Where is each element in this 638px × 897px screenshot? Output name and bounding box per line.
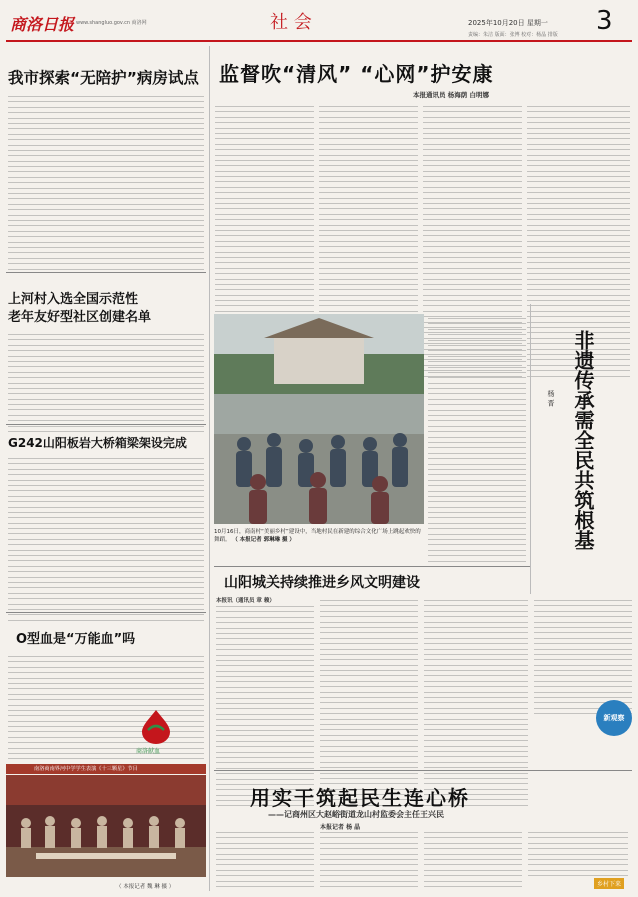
headline-shanghe-line2: 老年友好型社区创建名单: [8, 310, 152, 325]
body-text: [320, 832, 418, 891]
divider: [214, 566, 530, 567]
masthead-rule: [6, 40, 632, 42]
body-text: [428, 318, 526, 571]
body-text: [216, 832, 314, 891]
village-square-photo: [214, 314, 424, 524]
new-observation-badge: [596, 700, 632, 736]
main-headline: 监督吹“清风” “心网”护安康: [219, 62, 494, 86]
body-text: [8, 334, 204, 436]
paper-name: 商洛日报: [10, 15, 75, 34]
corner-tag: 乡村下来: [594, 878, 624, 889]
bottom-photo-title: 南洛商南界河中学学生表演《十三颗星》节目: [34, 766, 138, 772]
civil-headline: 山阳城关持续推进乡风文明建设: [224, 575, 420, 591]
caption-credit: （ 本报记者 郭琳琳 摄 ）: [232, 537, 295, 543]
divider: [214, 770, 632, 771]
bottom-byline: 本报记者 杨 晶: [320, 824, 361, 831]
headline-g242-bridge: G242山阳板岩大桥箱梁架设完成: [8, 436, 187, 450]
headline-no-escort-ward: 我市探索“无陪护”病房试点: [8, 69, 199, 87]
bottom-photo-caption: （ 本报记者 魏 琳 摄 ）: [116, 884, 175, 890]
caption-text: 10月16日，商南村“美丽乡村”建设中，当地村民在新建的综合文化广场上跳起欢快的舞蹈。: [214, 529, 421, 543]
bottom-headline: 用实干筑起民生连心桥: [250, 786, 470, 810]
blood-donation-logo: [126, 706, 186, 746]
body-text: [8, 458, 204, 625]
logo-caption: 商洛献血: [136, 748, 161, 755]
bottom-subtitle: ——记商州区大赵峪街道龙山村监委会主任王兴民: [268, 810, 444, 819]
body-text: [528, 832, 628, 881]
badge-label: 新观察: [603, 714, 625, 722]
body-text: [216, 606, 314, 811]
website: www.shangluo.gov.cn 商洛网: [76, 20, 147, 26]
main-byline: 本报通讯员 杨海荫 白明娜: [413, 91, 490, 99]
page-number: 3: [596, 6, 613, 36]
divider: [6, 424, 206, 425]
feature-byline: 杨 晋: [547, 390, 555, 407]
masthead: [0, 0, 638, 44]
civil-byline: 本报讯（通讯员 章 赖）: [216, 598, 275, 604]
students-performance-photo: [6, 775, 206, 877]
editors-line: 责编：朱洁 版面：张博 校对：杨晶 排版: [468, 32, 558, 38]
headline-shanghe-line1: 上河村入选全国示范性: [8, 292, 139, 307]
column-rule: [530, 304, 531, 594]
body-text: [8, 96, 204, 274]
body-text: [320, 600, 418, 810]
main-photo-caption: [214, 528, 422, 544]
section-title: 社 会: [270, 12, 312, 33]
divider: [6, 272, 206, 273]
left-column: [6, 44, 206, 894]
body-text: [424, 832, 522, 891]
column-rule: [209, 46, 210, 891]
issue-date: 2025年10月20日 星期一: [468, 19, 548, 27]
headline-o-blood: O型血是“万能血”吗: [16, 632, 136, 647]
divider: [6, 612, 206, 613]
feature-vertical-title: 非遗传承需全民共筑根基: [571, 330, 595, 550]
body-text: [424, 600, 528, 810]
